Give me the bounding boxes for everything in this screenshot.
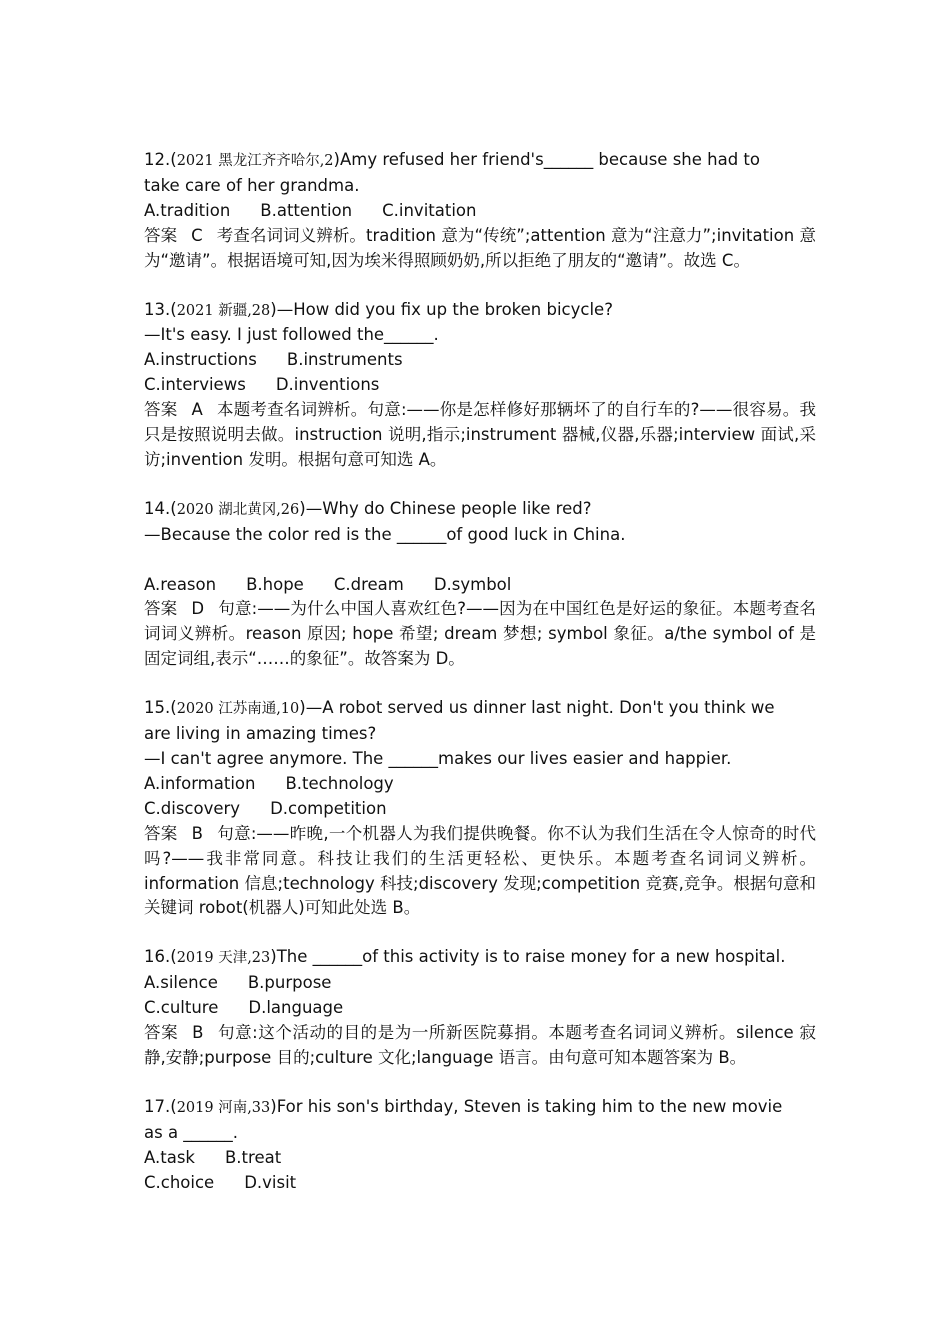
option-choice: C.dream <box>333 574 404 594</box>
question-block <box>144 945 816 1071</box>
option-choice: C.discovery <box>144 798 241 818</box>
answer-label: 答案 <box>144 400 178 420</box>
option-choice: B.hope <box>246 574 304 594</box>
option-choice: B.purpose <box>247 973 332 993</box>
explanation-text: 考查名词词义辨析。tradition 意为“传统”;attention 意为“注意力”;invitation 意为“邀请”。根据语境可知,因为埃米得照顾奶奶,所以拒绝了朋友的“邀请”。故选 C。 <box>144 225 817 270</box>
answer-letter: D <box>191 599 205 619</box>
options-row <box>144 373 816 398</box>
question-source: 2020 江苏南通,10 <box>176 701 300 718</box>
question-stem <box>144 1095 816 1121</box>
question-block <box>144 1095 816 1196</box>
source-close-paren: ) <box>270 947 277 967</box>
question-number: 15.( <box>144 698 177 718</box>
options-row <box>144 971 816 996</box>
question-stem-continued <box>144 523 816 548</box>
question-source: 2021 新疆,28 <box>176 302 271 319</box>
options-row <box>144 199 816 224</box>
question-block <box>144 298 816 473</box>
blank-line <box>144 548 816 573</box>
answer-explanation <box>144 1021 816 1071</box>
options-row <box>144 348 816 373</box>
question-stem-continued <box>144 174 816 199</box>
source-close-paren: ) <box>299 698 306 718</box>
option-choice: C.invitation <box>382 200 477 220</box>
options-row <box>144 772 816 797</box>
option-choice: B.technology <box>285 773 394 793</box>
stem-text: For his son's birthday, Steven is taking him to the new movie <box>276 1096 783 1116</box>
question-block <box>144 696 816 921</box>
question-source: 2020 湖北黄冈,26 <box>176 501 300 518</box>
question-stem-continued <box>144 1121 816 1146</box>
option-choice: A.task <box>144 1147 195 1167</box>
question-number: 12.( <box>144 150 177 169</box>
source-close-paren: ) <box>333 150 340 169</box>
options-row <box>144 1146 816 1171</box>
question-number: 13.( <box>144 299 177 319</box>
option-choice: D.symbol <box>433 574 512 594</box>
answer-letter: B <box>192 1023 204 1043</box>
answer-explanation <box>144 597 816 672</box>
stem-text: Amy refused her friend's______ because she had to <box>339 150 760 169</box>
question-source: 2019 天津,23 <box>176 950 271 967</box>
question-stem <box>144 148 816 174</box>
option-choice: D.competition <box>270 798 387 818</box>
stem-text: —Why do Chinese people like red? <box>305 498 592 518</box>
answer-label: 答案 <box>144 225 178 245</box>
stem-text: —How did you fix up the broken bicycle? <box>276 299 613 319</box>
question-source: 2019 河南,33 <box>176 1099 271 1116</box>
question-block <box>144 148 816 274</box>
stem-text: —Because the color red is the ______of good luck in China. <box>144 524 626 544</box>
question-number: 14.( <box>144 498 177 518</box>
option-choice: D.inventions <box>275 375 380 395</box>
source-close-paren: ) <box>270 299 277 319</box>
answer-label: 答案 <box>144 1023 179 1043</box>
option-choice: A.tradition <box>144 200 231 220</box>
stem-text: as a ______. <box>144 1122 239 1142</box>
option-choice: A.reason <box>144 574 217 594</box>
answer-letter: A <box>191 400 203 420</box>
answer-label: 答案 <box>144 599 178 619</box>
source-close-paren: ) <box>270 1096 277 1116</box>
source-close-paren: ) <box>299 498 306 518</box>
answer-letter: C <box>191 225 203 245</box>
stem-text: are living in amazing times? <box>144 724 377 744</box>
option-choice: A.information <box>144 773 256 793</box>
question-number: 17.( <box>144 1096 177 1116</box>
document-page <box>144 148 816 1220</box>
question-stem-continued <box>144 747 816 772</box>
question-stem-continued <box>144 323 816 348</box>
options-row <box>144 573 816 598</box>
question-stem <box>144 696 816 722</box>
option-choice: A.silence <box>144 973 218 993</box>
question-source: 2021 黑龙江齐齐哈尔,2 <box>176 153 334 169</box>
explanation-text: 句意:——昨晚,一个机器人为我们提供晚餐。你不认为我们生活在令人惊奇的时代吗?——我非常同意。科技让我们的生活更轻松、更快乐。本题考查名词词义辨析。information 信息;technology 科技;discovery 发现;competition 竞赛,竞争。根据句意和关键词 robot(机器人)可知此处选 B。 <box>144 823 817 918</box>
option-choice: C.interviews <box>144 375 246 395</box>
answer-explanation <box>144 398 816 473</box>
option-choice: D.language <box>248 998 344 1018</box>
answer-label: 答案 <box>144 823 178 843</box>
question-stem <box>144 497 816 523</box>
stem-text: —I can't agree anymore. The ______makes our lives easier and happier. <box>144 749 732 769</box>
question-block <box>144 497 816 672</box>
option-choice: A.instructions <box>144 350 257 370</box>
option-choice: B.treat <box>224 1147 282 1167</box>
option-choice: D.visit <box>244 1172 297 1192</box>
question-stem <box>144 298 816 324</box>
question-stem <box>144 945 816 971</box>
stem-text: —It's easy. I just followed the______. <box>144 325 439 345</box>
stem-text: take care of her grandma. <box>144 175 360 195</box>
stem-text: The ______of this activity is to raise money for a new hospital. <box>276 947 786 967</box>
options-row <box>144 996 816 1021</box>
options-row <box>144 1171 816 1196</box>
stem-text: —A robot served us dinner last night. Don't you think we <box>305 698 775 718</box>
answer-explanation <box>144 224 816 274</box>
explanation-text: 句意:——为什么中国人喜欢红色?——因为在中国红色是好运的象征。本题考查名词词义辨析。reason 原因; hope 希望; dream 梦想; symbol 象征。a/the symbol of 是固定词组,表示“……的象征”。故答案为 D。 <box>144 599 816 669</box>
option-choice: B.attention <box>260 200 353 220</box>
option-choice: C.choice <box>144 1172 215 1192</box>
explanation-text: 句意:这个活动的目的是为一所新医院募捐。本题考查名词词义辨析。silence 寂静,安静;purpose 目的;culture 文化;language 语言。由句意可知本题答案为 B。 <box>144 1023 817 1067</box>
question-number: 16.( <box>144 947 177 967</box>
answer-letter: B <box>191 823 203 843</box>
option-choice: B.instruments <box>286 350 403 370</box>
answer-explanation <box>144 822 816 922</box>
question-stem-continued <box>144 722 816 747</box>
option-choice: C.culture <box>144 998 219 1018</box>
options-row <box>144 797 816 822</box>
explanation-text: 本题考查名词辨析。句意:——你是怎样修好那辆坏了的自行车的?——很容易。我只是按照说明去做。instruction 说明,指示;instrument 器械,仪器,乐器;interview 面试,采访;invention 发明。根据句意可知选 A。 <box>144 400 816 469</box>
